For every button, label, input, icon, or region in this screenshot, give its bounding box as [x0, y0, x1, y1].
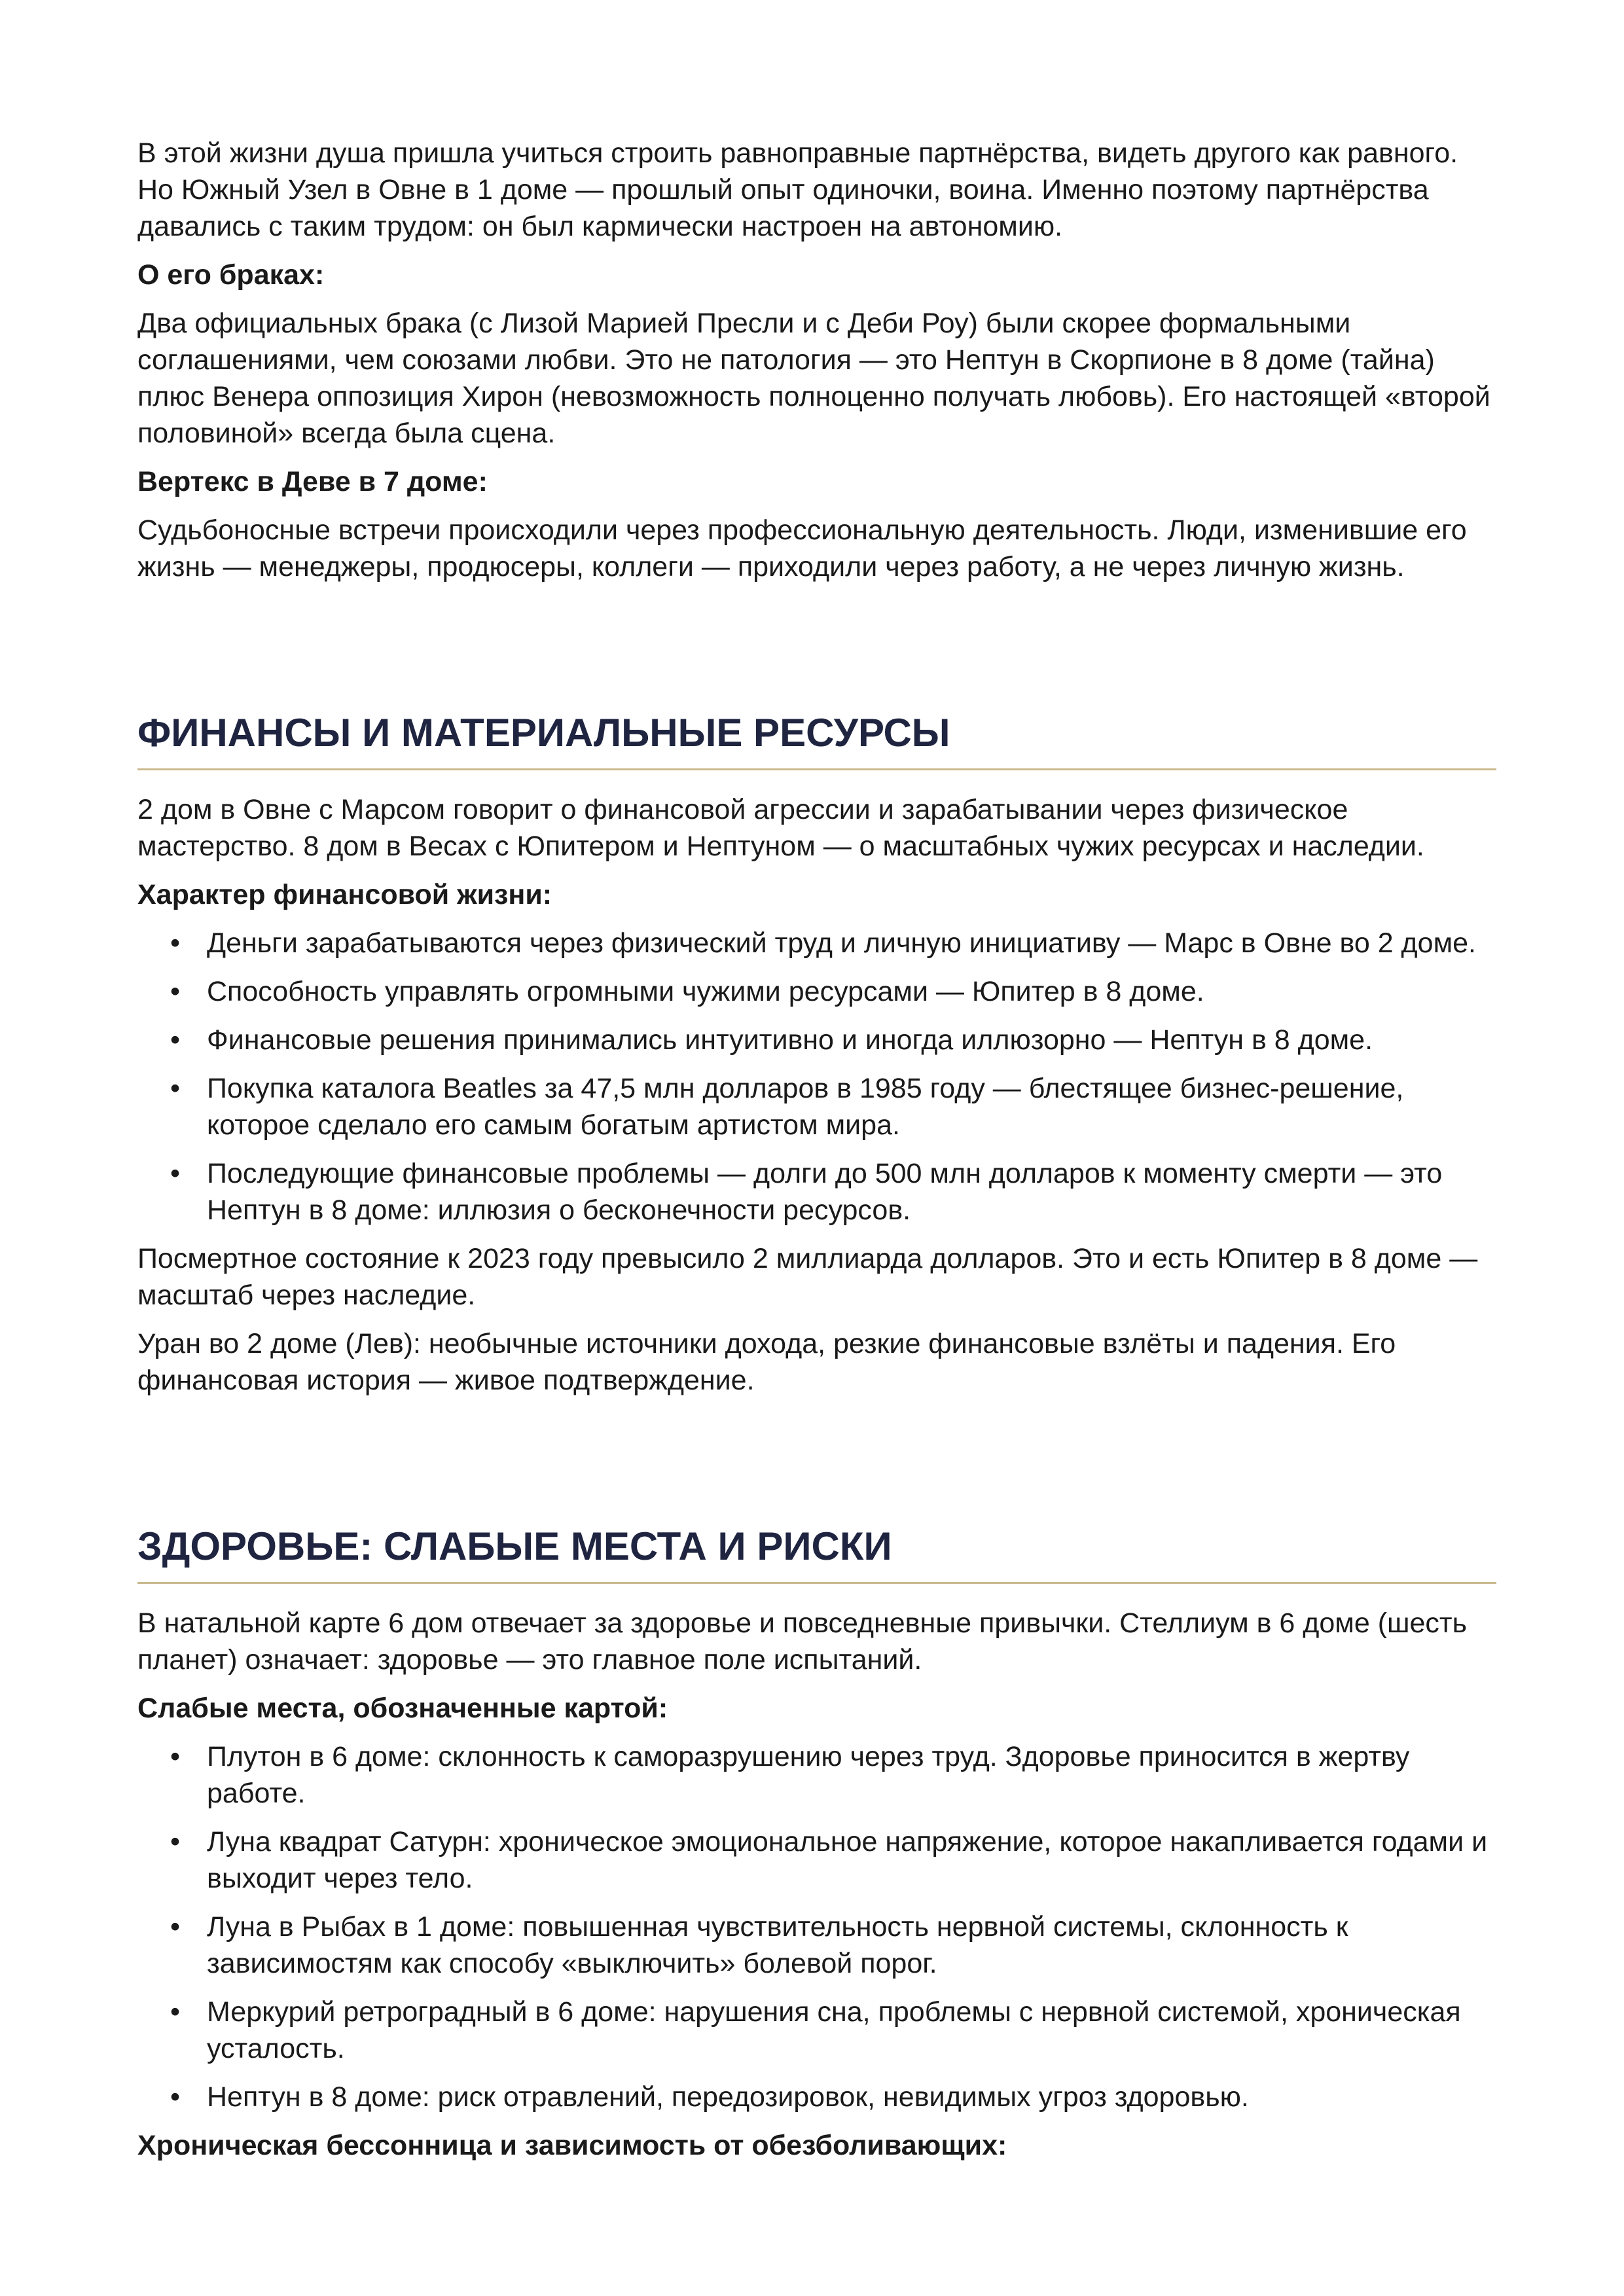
finance-list: [137, 925, 1496, 1229]
finance-character-subheading: Характер финансовой жизни:: [137, 879, 552, 910]
list-item: • Последующие финансовые проблемы — долги до 500 млн долларов к моменту смерти — это Нептун в 8 доме: иллюзия о бесконечности ресурсов.: [137, 1155, 1496, 1229]
marriages-subheading: О его браках:: [137, 259, 325, 291]
health-list: [137, 1738, 1496, 2115]
bullet-icon: •: [170, 2081, 181, 2113]
list-item: • Способность управлять огромными чужими ресурсами — Юпитер в 8 доме.: [137, 973, 1496, 1010]
document-page: [137, 135, 1496, 2176]
section-spacer: [137, 597, 1496, 709]
bullet-icon: •: [170, 976, 181, 1007]
bullet-icon: •: [170, 1911, 181, 1943]
bullet-icon: •: [170, 1073, 181, 1104]
bullet-icon: •: [170, 1996, 181, 2028]
finance-paragraph-legacy: Посмертное состояние к 2023 году превысило 2 миллиарда долларов. Это и есть Юпитер в 8 доме — масштаб через наследие.: [137, 1243, 1478, 1311]
bullet-icon: •: [170, 927, 181, 959]
health-paragraph-intro: В натальной карте 6 дом отвечает за здоровье и повседневные привычки. Стеллиум в 6 доме (шесть планет) означает: здоровье — это главное поле испытаний.: [137, 1607, 1468, 1676]
intro-paragraph-partnership: В этой жизни душа пришла учиться строить равноправные партнёрства, видеть другого как равного. Но Южный Узел в Овне в 1 доме — прошлый опыт одиночки, воина. Именно поэтому партнёрства давались с таким трудом: он был кармически настроен на автономию.: [137, 137, 1458, 242]
vertex-subheading: Вертекс в Деве в 7 доме:: [137, 466, 488, 497]
list-item: • Финансовые решения принимались интуитивно и иногда иллюзорно — Нептун в 8 доме.: [137, 1022, 1496, 1058]
list-item: • Луна в Рыбах в 1 доме: повышенная чувствительность нервной системы, склонность к зависимостям как способу «выключить» болевой порог.: [137, 1909, 1496, 1982]
health-section-title: ЗДОРОВЬЕ: СЛАБЫЕ МЕСТА И РИСКИ: [137, 1523, 1496, 1584]
finance-paragraph-intro: 2 дом в Овне с Марсом говорит о финансовой агрессии и зарабатывании через физическое мастерство. 8 дом в Весах с Юпитером и Нептуном — о масштабных чужих ресурсах и наследии.: [137, 794, 1424, 862]
list-item: • Плутон в 6 доме: склонность к саморазрушению через труд. Здоровье приносится в жертву работе.: [137, 1738, 1496, 1812]
intro-paragraph-marriages: Два официальных брака (с Лизой Марией Пресли и с Деби Роу) были скорее формальными соглашениями, чем союзами любви. Это не патология — это Нептун в Скорпионе в 8 доме (тайна) плюс Венера оппозиция Хирон (невозможность полноценно получать любовь). Его настоящей «второй половиной» всегда была сцена.: [137, 308, 1490, 449]
health-weak-subheading: Слабые места, обозначенные картой:: [137, 1693, 668, 1724]
list-item: • Меркурий ретроградный в 6 доме: нарушения сна, проблемы с нервной системой, хроническая усталость.: [137, 1994, 1496, 2067]
list-item: • Деньги зарабатываются через физический труд и личную инициативу — Марс в Овне во 2 доме.: [137, 925, 1496, 961]
list-item: • Покупка каталога Beatles за 47,5 млн долларов в 1985 году — блестящее бизнес-решение, которое сделало его самым богатым артистом мира.: [137, 1070, 1496, 1143]
section-spacer: [137, 1410, 1496, 1523]
list-item: • Луна квадрат Сатурн: хроническое эмоциональное напряжение, которое накапливается годами и выходит через тело.: [137, 1823, 1496, 1897]
bullet-icon: •: [170, 1826, 181, 1857]
finance-section-title: ФИНАНСЫ И МАТЕРИАЛЬНЫЕ РЕСУРСЫ: [137, 709, 1496, 770]
health-insomnia-subheading: Хроническая бессонница и зависимость от обезболивающих:: [137, 2130, 1007, 2161]
bullet-icon: •: [170, 1741, 181, 1772]
bullet-icon: •: [170, 1024, 181, 1056]
finance-paragraph-uranus: Уран во 2 доме (Лев): необычные источники дохода, резкие финансовые взлёты и падения. Его финансовая история — живое подтверждение.: [137, 1328, 1396, 1396]
bullet-icon: •: [170, 1158, 181, 1189]
list-item: • Нептун в 8 доме: риск отравлений, передозировок, невидимых угроз здоровью.: [137, 2079, 1496, 2115]
intro-paragraph-vertex: Судьбоносные встречи происходили через профессиональную деятельность. Люди, изменившие его жизнь — менеджеры, продюсеры, коллеги — приходили через работу, а не через личную жизнь.: [137, 514, 1467, 583]
